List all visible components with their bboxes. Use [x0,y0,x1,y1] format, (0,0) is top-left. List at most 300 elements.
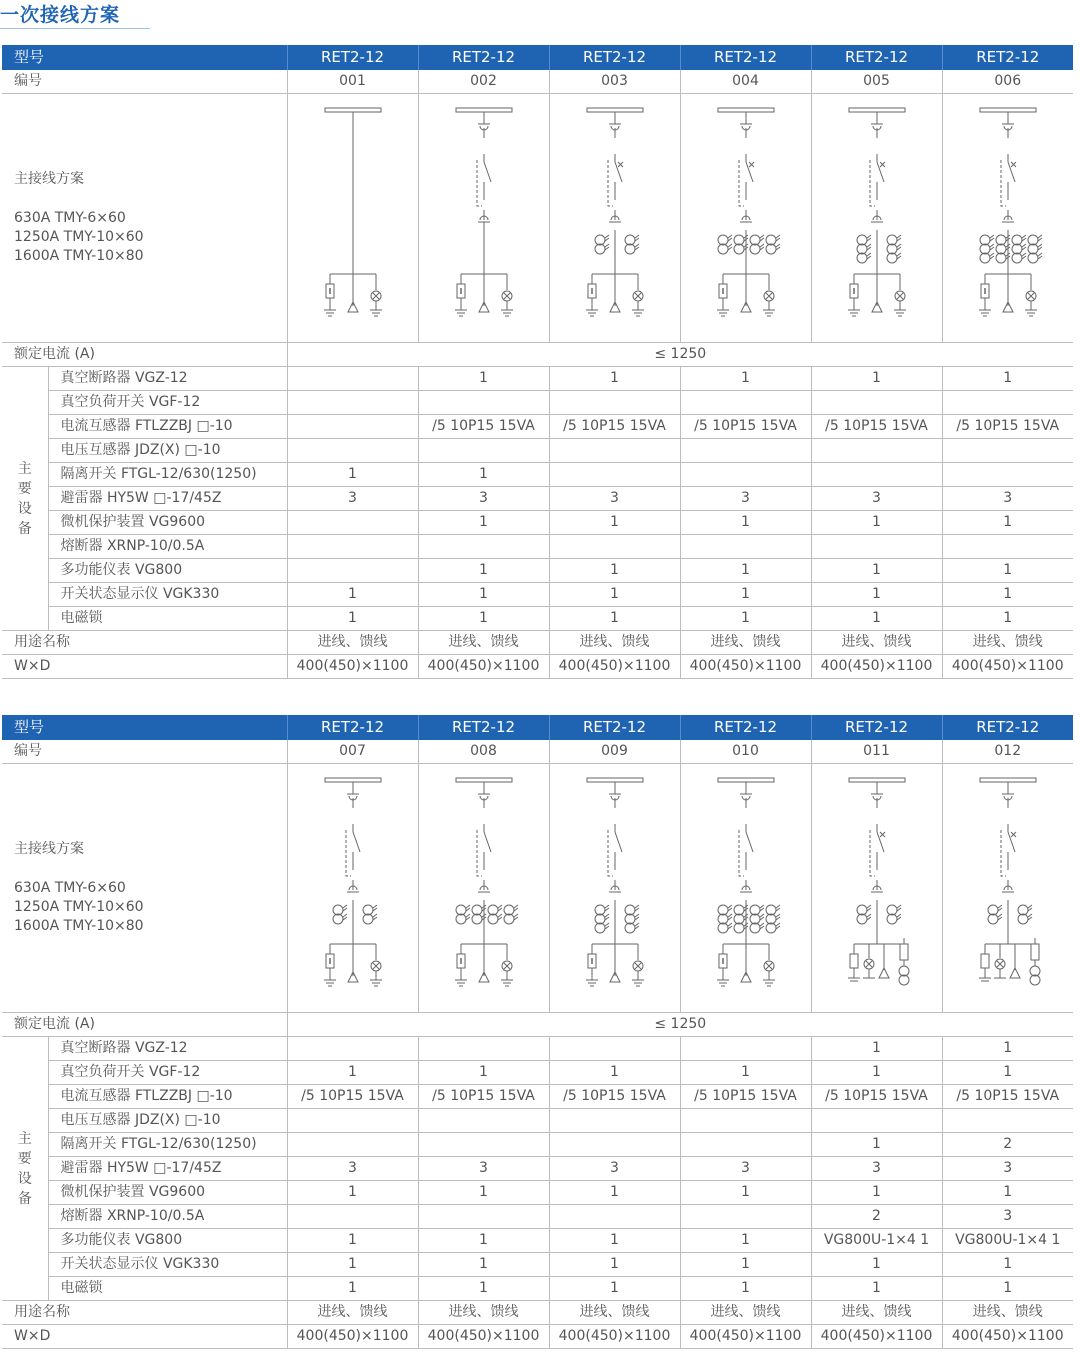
scheme-label-cell [2,94,287,343]
equipment-qty: 1 [418,367,549,391]
usage-cell: 进线、馈线 [811,1301,942,1325]
usage-row [2,631,1073,655]
equipment-qty: 1 [942,1253,1073,1277]
equipment-row [2,559,1073,583]
usage-cell: 进线、馈线 [287,631,418,655]
equipment-qty: 1 [549,1061,680,1085]
group-char: 要 [17,480,32,497]
equipment-qty [287,415,418,439]
equipment-qty: 1 [680,607,811,631]
model-cell: RET2-12 [942,45,1073,70]
equipment-qty [418,439,549,463]
equipment-qty: 1 [418,583,549,607]
diagram-cell [549,764,680,1013]
equipment-qty [680,439,811,463]
equipment-row [2,607,1073,631]
equipment-name: 多功能仪表 VG800 [48,1229,287,1253]
equipment-qty: 1 [287,1061,418,1085]
equipment-qty: VG800U-1×4 1 [942,1229,1073,1253]
equipment-qty: 1 [942,367,1073,391]
equipment-qty [942,439,1073,463]
dimension-cell: 400(450)×1100 [549,1325,680,1349]
equipment-name: 真空负荷开关 VGF-12 [48,391,287,415]
model-cell: RET2-12 [811,45,942,70]
equipment-qty [680,1205,811,1229]
scheme-diagram-row [2,764,1073,1013]
equipment-qty [811,1109,942,1133]
equipment-qty: 1 [680,1181,811,1205]
model-row [2,715,1073,740]
equipment-row [2,439,1073,463]
usage-cell: 进线、馈线 [287,1301,418,1325]
equipment-qty [287,1037,418,1061]
equipment-qty: 1 [287,1181,418,1205]
dimension-cell: 400(450)×1100 [287,1325,418,1349]
equipment-qty: /5 10P15 15VA [680,415,811,439]
equipment-qty [287,439,418,463]
equipment-qty: 1 [549,367,680,391]
diagram-cell [418,764,549,1013]
equipment-qty: /5 10P15 15VA [287,1085,418,1109]
single-line-diagram [419,772,549,1004]
equipment-row [2,1205,1073,1229]
equipment-qty: 1 [680,583,811,607]
group-char: 主 [17,460,32,477]
equipment-qty [287,1133,418,1157]
equipment-qty [811,463,942,487]
number-row [2,740,1073,764]
equipment-qty: 1 [549,511,680,535]
equipment-qty: 1 [942,511,1073,535]
equipment-qty: 1 [418,1061,549,1085]
equipment-qty: 1 [418,1229,549,1253]
usage-cell: 进线、馈线 [418,1301,549,1325]
equipment-qty: 1 [418,607,549,631]
equipment-qty [287,559,418,583]
dimension-label: W×D [2,1325,287,1349]
busbar-spec: 630A TMY-6×60 [14,210,126,226]
model-row [2,45,1073,70]
usage-cell: 进线、馈线 [680,631,811,655]
equipment-qty [287,1109,418,1133]
diagram-cell [942,764,1073,1013]
rated-current-label: 额定电流 (A) [2,343,287,367]
scheme-text [14,840,287,936]
model-label: 型号 [2,715,287,740]
equipment-qty: 1 [418,1181,549,1205]
busbar-spec: 1250A TMY-10×60 [14,229,144,245]
equipment-qty: 1 [942,607,1073,631]
equipment-name: 电压互感器 JDZ(X) □-10 [48,439,287,463]
equipment-qty [942,535,1073,559]
number-cell: 009 [549,740,680,764]
equipment-name: 多功能仪表 VG800 [48,559,287,583]
model-cell: RET2-12 [680,45,811,70]
equipment-name: 避雷器 HY5W □-17/45Z [48,1157,287,1181]
equipment-qty [418,1133,549,1157]
single-line-diagram [943,102,1073,334]
equipment-name: 避雷器 HY5W □-17/45Z [48,487,287,511]
equipment-qty: 1 [287,1253,418,1277]
diagram-cell [418,94,549,343]
equipment-qty: 1 [942,1181,1073,1205]
equipment-qty [549,535,680,559]
equipment-qty: 3 [418,1157,549,1181]
equipment-qty: 1 [811,1061,942,1085]
equipment-qty: 1 [418,463,549,487]
model-cell: RET2-12 [287,45,418,70]
equipment-qty: 1 [811,559,942,583]
equipment-qty [680,1037,811,1061]
dimension-cell: 400(450)×1100 [942,1325,1073,1349]
equipment-qty [680,463,811,487]
number-cell: 007 [287,740,418,764]
equipment-qty: 1 [418,511,549,535]
equipment-name: 电压互感器 JDZ(X) □-10 [48,1109,287,1133]
scheme-table [2,45,1073,679]
usage-cell: 进线、馈线 [942,631,1073,655]
equipment-qty: 3 [942,1157,1073,1181]
single-line-diagram [288,772,418,1004]
equipment-name: 电磁锁 [48,1277,287,1301]
equipment-qty [418,1205,549,1229]
diagram-cell [811,764,942,1013]
scheme-table [2,715,1073,1349]
equipment-qty [418,1109,549,1133]
equipment-row [2,1085,1073,1109]
equipment-qty: 3 [418,487,549,511]
equipment-qty: 1 [549,583,680,607]
equipment-qty: 1 [811,1277,942,1301]
single-line-diagram [550,772,680,1004]
diagram-cell [549,94,680,343]
usage-cell: 进线、馈线 [942,1301,1073,1325]
equipment-qty: 1 [811,367,942,391]
model-cell: RET2-12 [942,715,1073,740]
model-cell: RET2-12 [418,45,549,70]
equipment-qty: /5 10P15 15VA [811,1085,942,1109]
equipment-qty [549,391,680,415]
dimension-cell: 400(450)×1100 [418,655,549,679]
equipment-qty: 1 [811,607,942,631]
equipment-qty: 3 [680,487,811,511]
equipment-qty: 1 [549,607,680,631]
equipment-qty: 1 [287,607,418,631]
equipment-qty: VG800U-1×4 1 [811,1229,942,1253]
scheme-label: 主接线方案 [14,171,84,187]
equipment-name: 隔离开关 FTGL-12/630(1250) [48,1133,287,1157]
busbar-spec: 1600A TMY-10×80 [14,248,144,264]
single-line-diagram [681,772,811,1004]
diagram-cell [287,94,418,343]
equipment-qty [942,391,1073,415]
equipment-qty: 3 [942,1205,1073,1229]
equipment-qty: 1 [811,1181,942,1205]
equipment-qty: 1 [680,1253,811,1277]
group-char: 主 [17,1130,32,1147]
equipment-row [2,1109,1073,1133]
equipment-row [2,535,1073,559]
equipment-row [2,1229,1073,1253]
single-line-diagram [812,772,942,1004]
equipment-row [2,1277,1073,1301]
equipment-qty: 1 [942,559,1073,583]
equipment-qty [418,391,549,415]
spacer [14,859,287,879]
page-title: 一次接线方案 [0,4,121,26]
scheme-diagram-row [2,94,1073,343]
scheme-label-cell [2,764,287,1013]
equipment-qty [287,391,418,415]
equipment-qty: 1 [680,511,811,535]
equipment-qty: 1 [680,1229,811,1253]
equipment-qty: 2 [811,1205,942,1229]
model-cell: RET2-12 [549,45,680,70]
single-line-diagram [419,102,549,334]
number-cell: 005 [811,70,942,94]
equipment-qty [549,1109,680,1133]
equipment-qty: 1 [680,367,811,391]
equipment-row [2,511,1073,535]
equipment-row [2,1181,1073,1205]
equipment-qty: 1 [549,1277,680,1301]
equipment-qty: 1 [287,463,418,487]
number-cell: 006 [942,70,1073,94]
equipment-qty: 3 [680,1157,811,1181]
dimension-cell: 400(450)×1100 [680,655,811,679]
rated-current-label: 额定电流 (A) [2,1013,287,1037]
equipment-qty: 1 [811,1133,942,1157]
equipment-qty [680,391,811,415]
equipment-qty: 1 [418,1253,549,1277]
equipment-qty [549,1205,680,1229]
equipment-qty: 1 [811,1253,942,1277]
equipment-qty: 1 [287,583,418,607]
model-cell: RET2-12 [680,715,811,740]
diagram-cell [680,94,811,343]
equipment-qty: 3 [549,1157,680,1181]
equipment-name: 真空断路器 VGZ-12 [48,367,287,391]
equipment-qty: 1 [549,1253,680,1277]
busbar-spec: 630A TMY-6×60 [14,880,126,896]
model-cell: RET2-12 [418,715,549,740]
equipment-qty [942,1109,1073,1133]
spacer [14,189,287,209]
dimension-cell: 400(450)×1100 [287,655,418,679]
rated-current-value: ≤ 1250 [287,1013,1073,1037]
dimension-label: W×D [2,655,287,679]
dimension-cell: 400(450)×1100 [811,1325,942,1349]
equipment-qty: 1 [942,1037,1073,1061]
dimension-cell: 400(450)×1100 [680,1325,811,1349]
equipment-row [2,415,1073,439]
equipment-qty: 1 [811,583,942,607]
dimension-cell: 400(450)×1100 [942,655,1073,679]
rated-current-row [2,343,1073,367]
equipment-qty [811,391,942,415]
equipment-qty: 1 [811,1037,942,1061]
group-char: 设 [17,1170,32,1187]
usage-cell: 进线、馈线 [811,631,942,655]
diagram-cell [287,764,418,1013]
equipment-qty [287,535,418,559]
group-char: 要 [17,1150,32,1167]
equipment-row [2,487,1073,511]
number-cell: 003 [549,70,680,94]
usage-label: 用途名称 [2,1301,287,1325]
group-char: 备 [17,1190,32,1207]
usage-cell: 进线、馈线 [549,1301,680,1325]
equipment-qty [549,439,680,463]
equipment-row [2,367,1073,391]
dimension-row [2,655,1073,679]
equipment-qty: /5 10P15 15VA [811,415,942,439]
equipment-qty [811,535,942,559]
equipment-qty: 1 [680,559,811,583]
busbar-spec: 1250A TMY-10×60 [14,899,144,915]
single-line-diagram [288,102,418,334]
equipment-qty: /5 10P15 15VA [942,415,1073,439]
usage-cell: 进线、馈线 [549,631,680,655]
rated-current-row [2,1013,1073,1037]
equipment-row [2,1253,1073,1277]
diagram-cell [811,94,942,343]
equipment-row [2,1133,1073,1157]
equipment-qty: 1 [942,1061,1073,1085]
equipment-qty: /5 10P15 15VA [549,415,680,439]
equipment-name: 电流互感器 FTLZZBJ □-10 [48,415,287,439]
equipment-qty: 1 [549,1229,680,1253]
equipment-qty: 1 [418,559,549,583]
number-cell: 002 [418,70,549,94]
equipment-name: 真空断路器 VGZ-12 [48,1037,287,1061]
equipment-qty [680,1133,811,1157]
equipment-qty: /5 10P15 15VA [418,1085,549,1109]
number-cell: 004 [680,70,811,94]
equipment-qty: 1 [549,1181,680,1205]
diagram-cell [680,764,811,1013]
number-cell: 008 [418,740,549,764]
equipment-qty: 3 [942,487,1073,511]
equipment-qty: 3 [549,487,680,511]
equipment-qty [287,511,418,535]
scheme-label: 主接线方案 [14,841,84,857]
equipment-name: 熔断器 XRNP-10/0.5A [48,1205,287,1229]
dimension-cell: 400(450)×1100 [549,655,680,679]
title-underline [0,28,150,29]
equipment-name: 微机保护装置 VG9600 [48,511,287,535]
usage-cell: 进线、馈线 [418,631,549,655]
equipment-qty: 2 [942,1133,1073,1157]
model-cell: RET2-12 [811,715,942,740]
equipment-qty: /5 10P15 15VA [942,1085,1073,1109]
equipment-qty: 3 [811,1157,942,1181]
equipment-qty: /5 10P15 15VA [680,1085,811,1109]
number-label: 编号 [2,740,287,764]
single-line-diagram [943,772,1073,1004]
equipment-name: 开关状态显示仪 VGK330 [48,583,287,607]
usage-row [2,1301,1073,1325]
equipment-qty: 1 [942,583,1073,607]
equipment-qty [549,463,680,487]
number-row [2,70,1073,94]
equipment-name: 隔离开关 FTGL-12/630(1250) [48,463,287,487]
scheme-text [14,170,287,266]
equipment-qty: 1 [811,511,942,535]
number-label: 编号 [2,70,287,94]
equipment-qty [287,367,418,391]
equipment-qty [680,1109,811,1133]
equipment-row [2,1157,1073,1181]
equipment-qty [418,1037,549,1061]
equipment-qty: /5 10P15 15VA [418,415,549,439]
equipment-qty: 1 [549,559,680,583]
equipment-qty: /5 10P15 15VA [549,1085,680,1109]
equipment-qty [418,535,549,559]
equipment-qty: 1 [287,1229,418,1253]
single-line-diagram [550,102,680,334]
single-line-diagram [681,102,811,334]
equipment-name: 开关状态显示仪 VGK330 [48,1253,287,1277]
model-cell: RET2-12 [287,715,418,740]
equipment-qty: 3 [287,1157,418,1181]
equipment-qty: 1 [287,1277,418,1301]
equipment-name: 电流互感器 FTLZZBJ □-10 [48,1085,287,1109]
equipment-row [2,463,1073,487]
single-line-diagram [812,102,942,334]
equipment-name: 电磁锁 [48,607,287,631]
busbar-spec: 1600A TMY-10×80 [14,918,144,934]
rated-current-value: ≤ 1250 [287,343,1073,367]
number-cell: 001 [287,70,418,94]
equipment-row [2,1037,1073,1061]
equipment-qty: 1 [418,1277,549,1301]
equipment-qty [811,439,942,463]
group-char: 设 [17,500,32,517]
equipment-row [2,391,1073,415]
number-cell: 011 [811,740,942,764]
equipment-qty [549,1037,680,1061]
equipment-qty: 3 [287,487,418,511]
model-label: 型号 [2,45,287,70]
equipment-row [2,1061,1073,1085]
usage-label: 用途名称 [2,631,287,655]
equipment-name: 微机保护装置 VG9600 [48,1181,287,1205]
equipment-qty: 1 [680,1061,811,1085]
dimension-cell: 400(450)×1100 [418,1325,549,1349]
model-cell: RET2-12 [549,715,680,740]
equipment-qty: 3 [811,487,942,511]
equipment-qty [287,1205,418,1229]
usage-cell: 进线、馈线 [680,1301,811,1325]
diagram-cell [942,94,1073,343]
dimension-row [2,1325,1073,1349]
equipment-qty: 1 [942,1277,1073,1301]
number-cell: 012 [942,740,1073,764]
equipment-row [2,583,1073,607]
equipment-qty: 1 [680,1277,811,1301]
equipment-qty [680,535,811,559]
number-cell: 010 [680,740,811,764]
equipment-name: 真空负荷开关 VGF-12 [48,1061,287,1085]
dimension-cell: 400(450)×1100 [811,655,942,679]
group-char: 备 [17,520,32,537]
main-equipment-group-label [2,367,48,631]
equipment-qty [549,1133,680,1157]
equipment-qty [942,463,1073,487]
equipment-name: 熔断器 XRNP-10/0.5A [48,535,287,559]
main-equipment-group-label [2,1037,48,1301]
